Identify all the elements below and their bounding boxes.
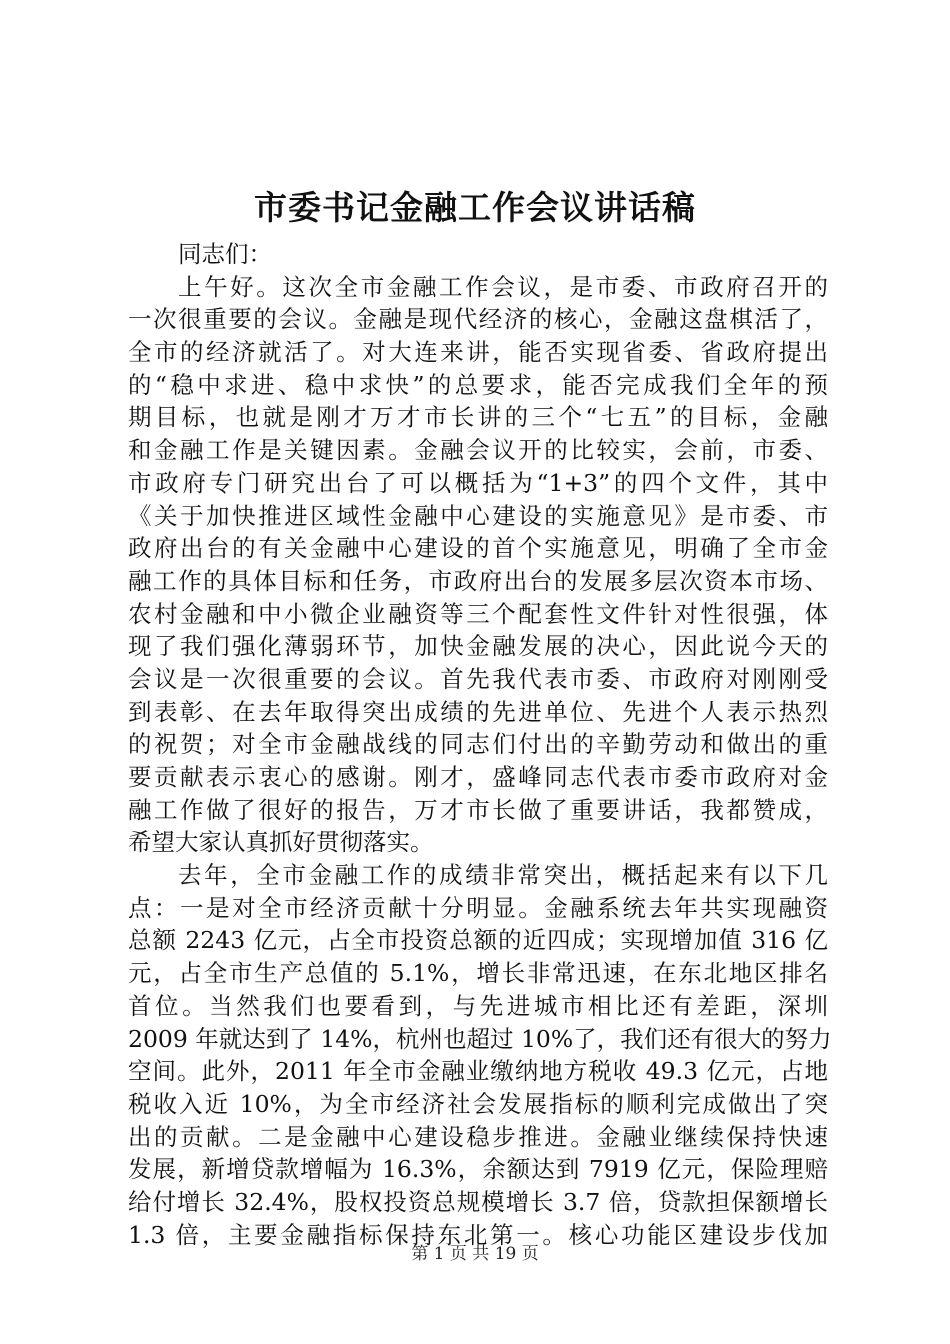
text-line: 农村金融和中小微企业融资等三个配套性文件针对性很强，体: [128, 599, 828, 628]
text-line: 点：一是对全市经济贡献十分明显。金融系统去年共实现融资: [128, 893, 828, 922]
text-line: 总额 2243 亿元，占全市投资总额的近四成；实现增加值 316 亿: [128, 926, 828, 955]
text-line: 会议是一次很重要的会议。首先我代表市委、市政府对刚刚受: [128, 664, 828, 693]
text-line: 出的贡献。二是金融中心建设稳步推进。金融业继续保持快速: [128, 1122, 828, 1151]
text-line: 发展，新增贷款增幅为 16.3%，余额达到 7919 亿元，保险理赔: [128, 1155, 828, 1184]
text-line: 去年，全市金融工作的成绩非常突出，概括起来有以下几: [178, 861, 828, 890]
text-line: 要贡献表示衷心的感谢。刚才，盛峰同志代表市委市政府对金: [128, 763, 828, 791]
text-line: 期目标，也就是刚才万才市长讲的三个“七五”的目标，金融: [128, 403, 828, 432]
text-line: 税收入近 10%，为全市经济社会发展指标的顺利完成做出了突: [128, 1089, 828, 1118]
page-footer: 第 1 页 共 19 页: [411, 1244, 539, 1264]
text-line: 全市的经济就活了。对大连来讲，能否实现省委、省政府提出: [128, 338, 828, 367]
text-line: 首位。当然我们也要看到，与先进城市相比还有差距，深圳: [128, 991, 828, 1020]
text-line: 一次很重要的会议。金融是现代经济的核心，金融这盘棋活了，: [128, 305, 828, 334]
text-line: 的祝贺；对全市金融战线的同志们付出的辛勤劳动和做出的重: [128, 730, 828, 759]
text-line: 融工作做了很好的报告，万才市长做了重要讲话，我都赞成，: [128, 795, 828, 824]
text-line: 政府出台的有关金融中心建设的首个实施意见，明确了全市金: [128, 534, 828, 563]
text-line: 给付增长 32.4%，股权投资总规模增长 3.7 倍，贷款担保额增长: [128, 1187, 828, 1216]
text-line: 融工作的具体目标和任务，市政府出台的发展多层次资本市场、: [128, 566, 828, 595]
document-title: 市委书记金融工作会议讲话稿: [254, 188, 696, 227]
text-line: 2009 年就达到了 14%，杭州也超过 10%了，我们还有很大的努力: [128, 1024, 832, 1053]
text-line: 现了我们强化薄弱环节，加快金融发展的决心，因此说今天的: [128, 632, 828, 661]
text-line: 《关于加快推进区域性金融中心建设的实施意见》是市委、市: [128, 501, 828, 530]
text-line: 1.3 倍，主要金融指标保持东北第一。核心功能区建设步伐加: [128, 1220, 828, 1249]
text-line: 希望大家认真抓好贯彻落实。: [128, 828, 434, 857]
text-line: 和金融工作是关键因素。金融会议开的比较实，会前，市委、: [128, 436, 828, 465]
document-body: [128, 238, 832, 1251]
text-line: 市政府专门研究出台了可以概括为“1+3”的四个文件，其中: [128, 468, 828, 497]
text-line: 元，占全市生产总值的 5.1%，增长非常迅速，在东北地区排名: [128, 959, 828, 988]
greeting-line: 同志们：: [178, 240, 272, 268]
text-line: 的“稳中求进、稳中求快”的总要求，能否完成我们全年的预: [128, 370, 828, 399]
text-line: 到表彰、在去年取得突出成绩的先进单位、先进个人表示热烈: [128, 697, 828, 726]
text-line: 空间。此外，2011 年全市金融业缴纳地方税收 49.3 亿元，占地: [128, 1057, 828, 1086]
text-line: 上午好。这次全市金融工作会议，是市委、市政府召开的: [178, 272, 828, 301]
